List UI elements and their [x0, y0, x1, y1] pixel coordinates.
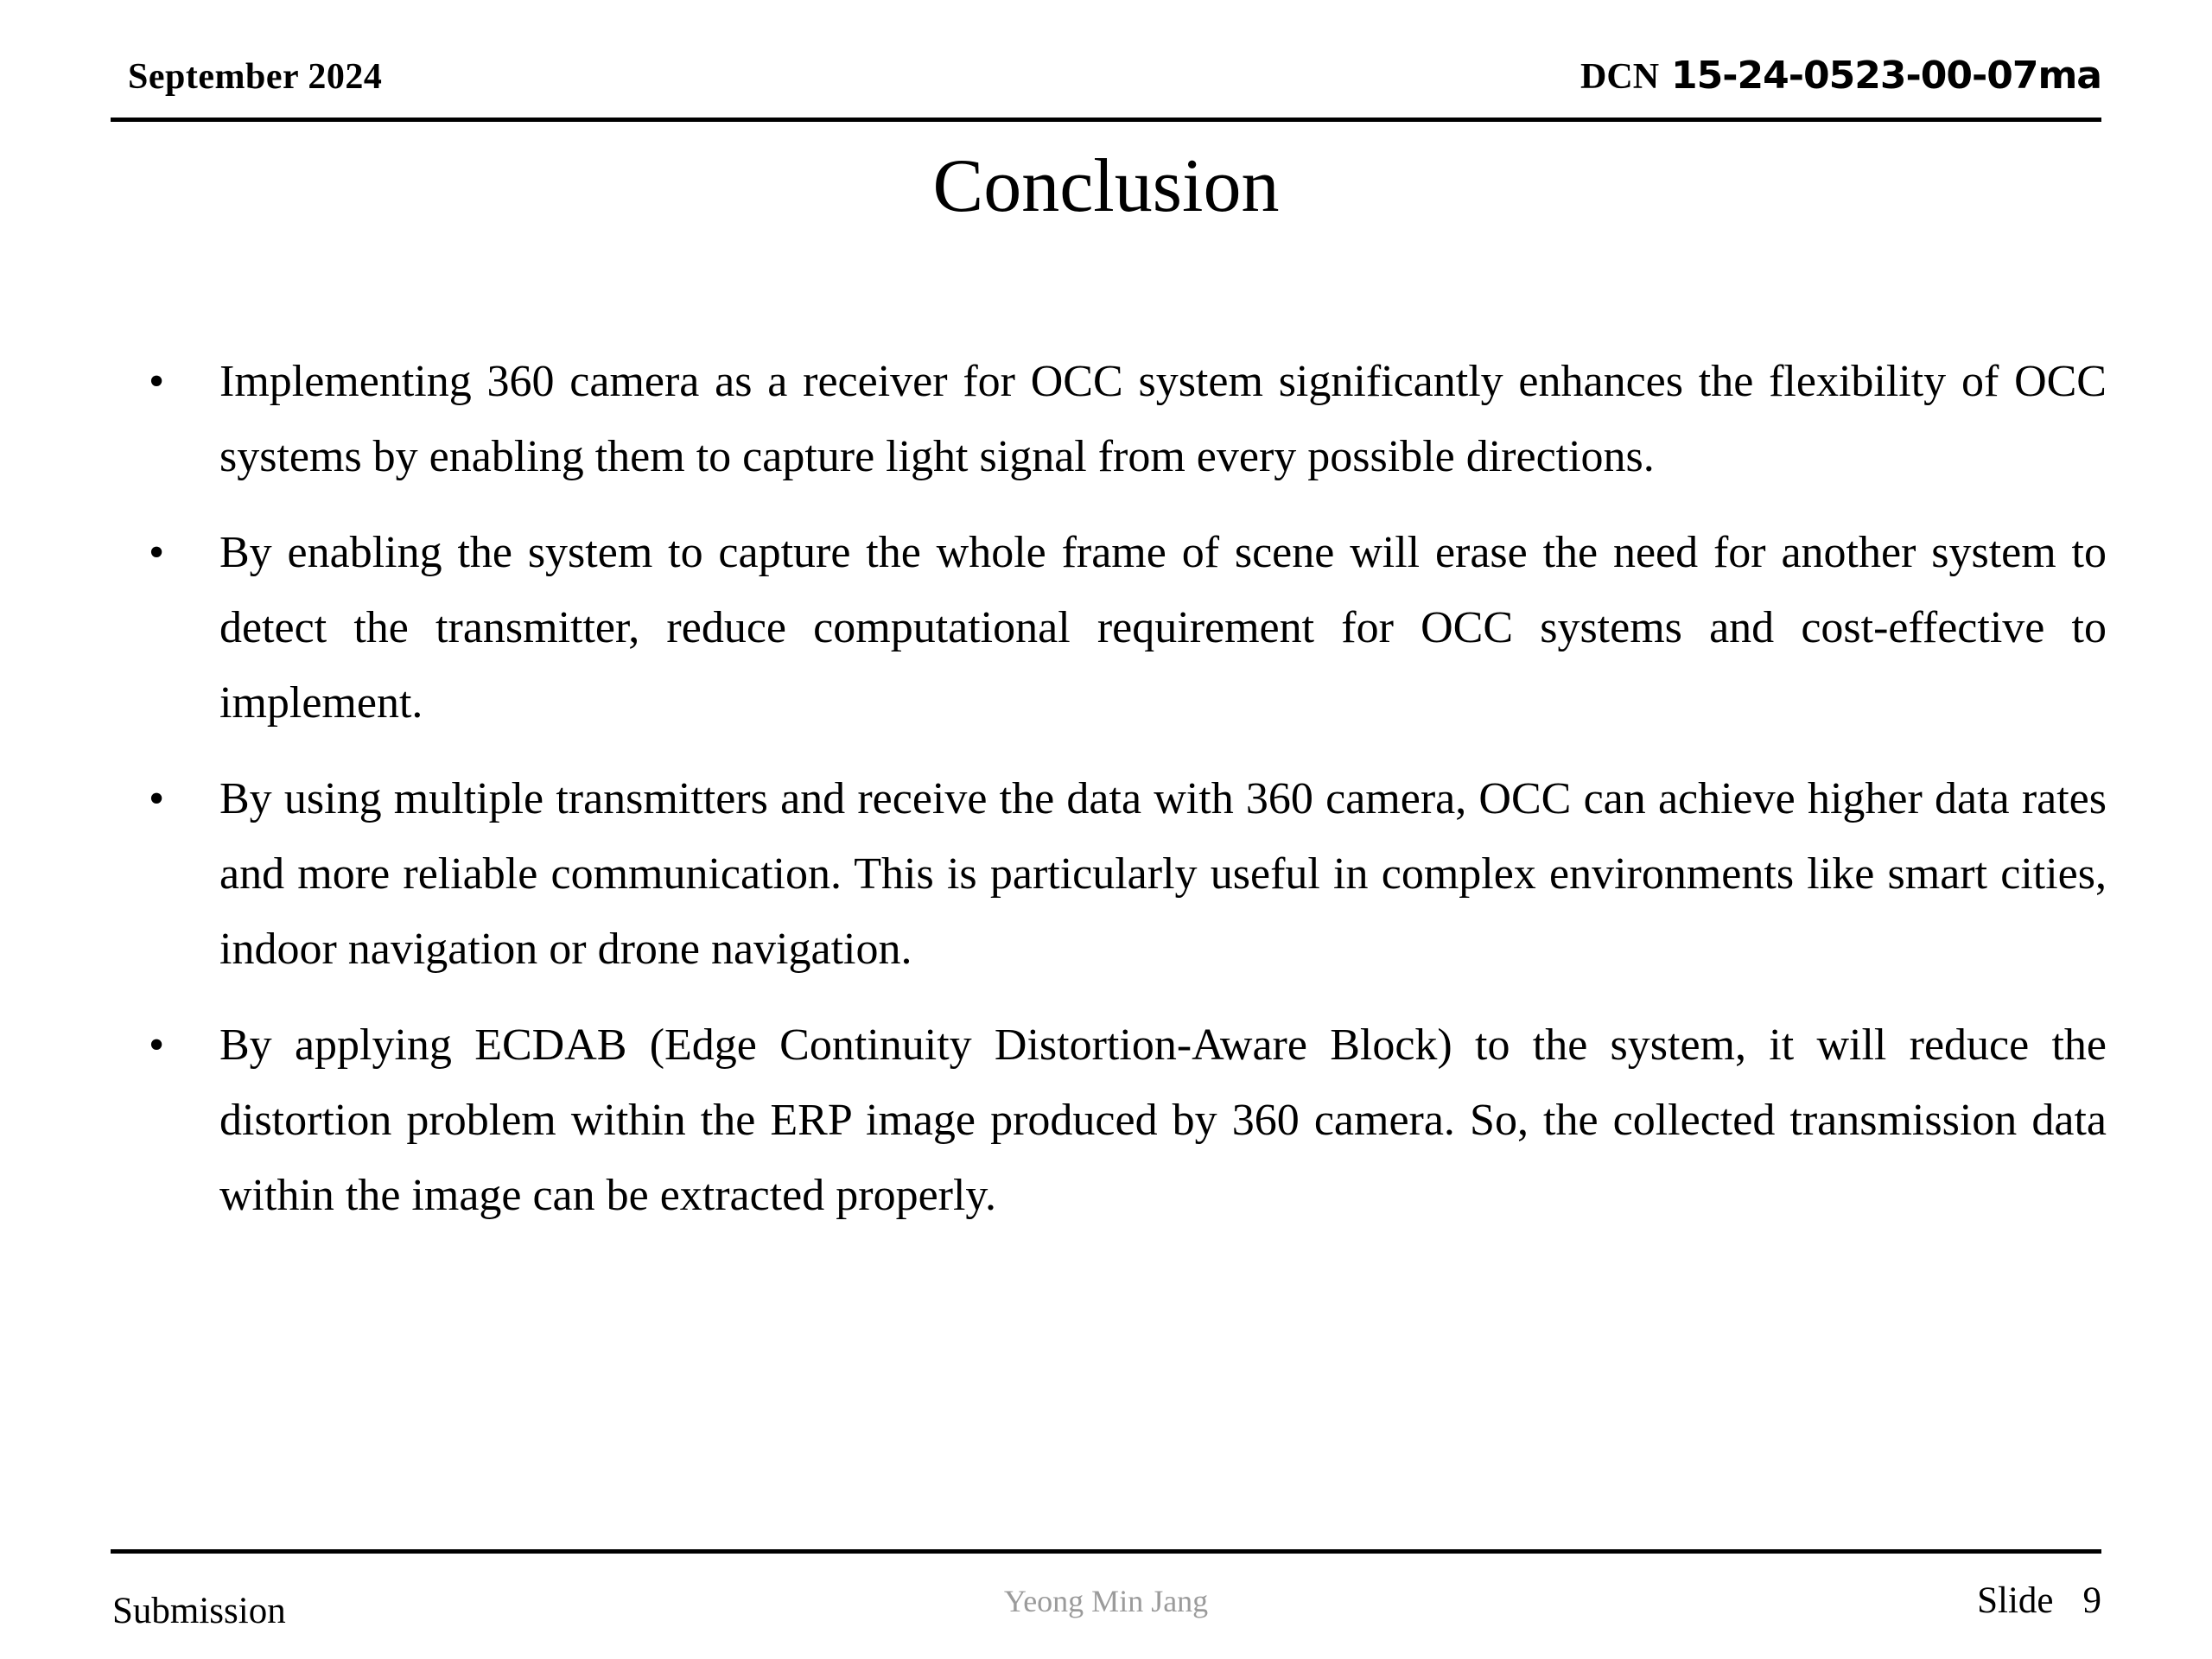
header-date: September 2024	[128, 57, 383, 97]
bullet-item-1: • Implementing 360 camera as a receiver for OCC system significantly enhances the flexibility of OCC systems by enabling them to capture light signal from every possible directions.	[143, 344, 2107, 494]
slide-footer	[111, 1574, 2101, 1635]
dcn-label: DCN	[1580, 57, 1660, 97]
footer-divider	[111, 1549, 2101, 1554]
footer-submission-label: Submission	[112, 1591, 286, 1631]
footer-slide-label: Slide	[1977, 1580, 2054, 1621]
bullet-list	[143, 344, 2107, 1254]
footer-author-name: Yeong Min Jang	[1003, 1584, 1209, 1618]
header-divider	[111, 118, 2101, 122]
slide-header	[128, 54, 2101, 98]
footer-slide-number: 9	[2082, 1580, 2101, 1621]
header-dcn	[1580, 54, 2101, 98]
bullet-item-4: • By applying ECDAB (Edge Continuity Distortion-Aware Block) to the system, it will reduce the distortion problem within the ERP image produced by 360 camera. So, the collected transmission data within the image can be extracted properly.	[143, 1007, 2107, 1233]
bullet-item-2: • By enabling the system to capture the whole frame of scene will erase the need for another system to detect the transmitter, reduce computational requirement for OCC systems and cost-effective to implement.	[143, 515, 2107, 741]
dcn-number: 15-24-0523-00-07ma	[1671, 54, 2101, 98]
footer-slide-indicator	[1977, 1580, 2101, 1622]
bullet-item-3: • By using multiple transmitters and receive the data with 360 camera, OCC can achieve higher data rates and more reliable communication. This is particularly useful in complex environments like smart cities, indoor navigation or drone navigation.	[143, 761, 2107, 987]
slide-title: Conclusion	[932, 144, 1280, 228]
